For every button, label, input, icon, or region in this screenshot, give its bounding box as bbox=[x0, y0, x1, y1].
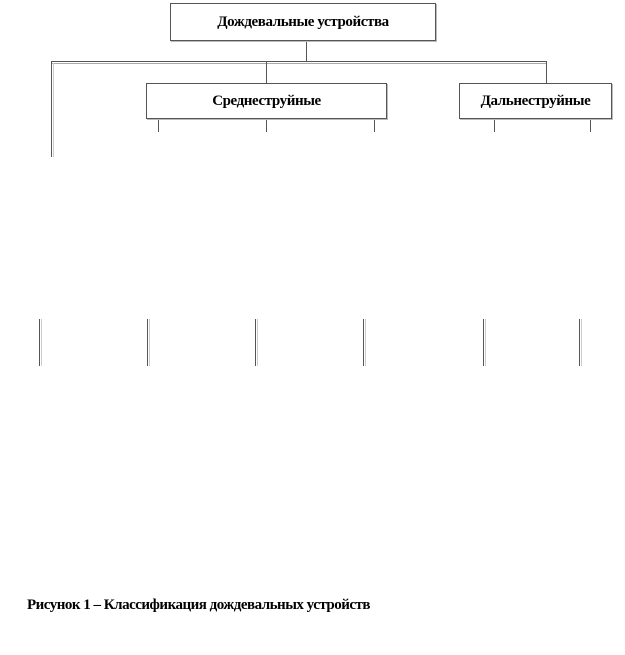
root-node-box bbox=[170, 3, 436, 41]
long-jet-node-label: Дальнеструйные bbox=[480, 92, 591, 109]
root-node-label: Дождевальные устройства bbox=[217, 13, 389, 30]
figure-caption: Рисунок 1 – Классификация дождевальных устройств bbox=[27, 597, 371, 613]
medium-jet-node-box bbox=[146, 83, 387, 119]
medium-jet-node-label: Среднеструйные bbox=[212, 92, 321, 109]
long-jet-node-box bbox=[459, 83, 612, 119]
